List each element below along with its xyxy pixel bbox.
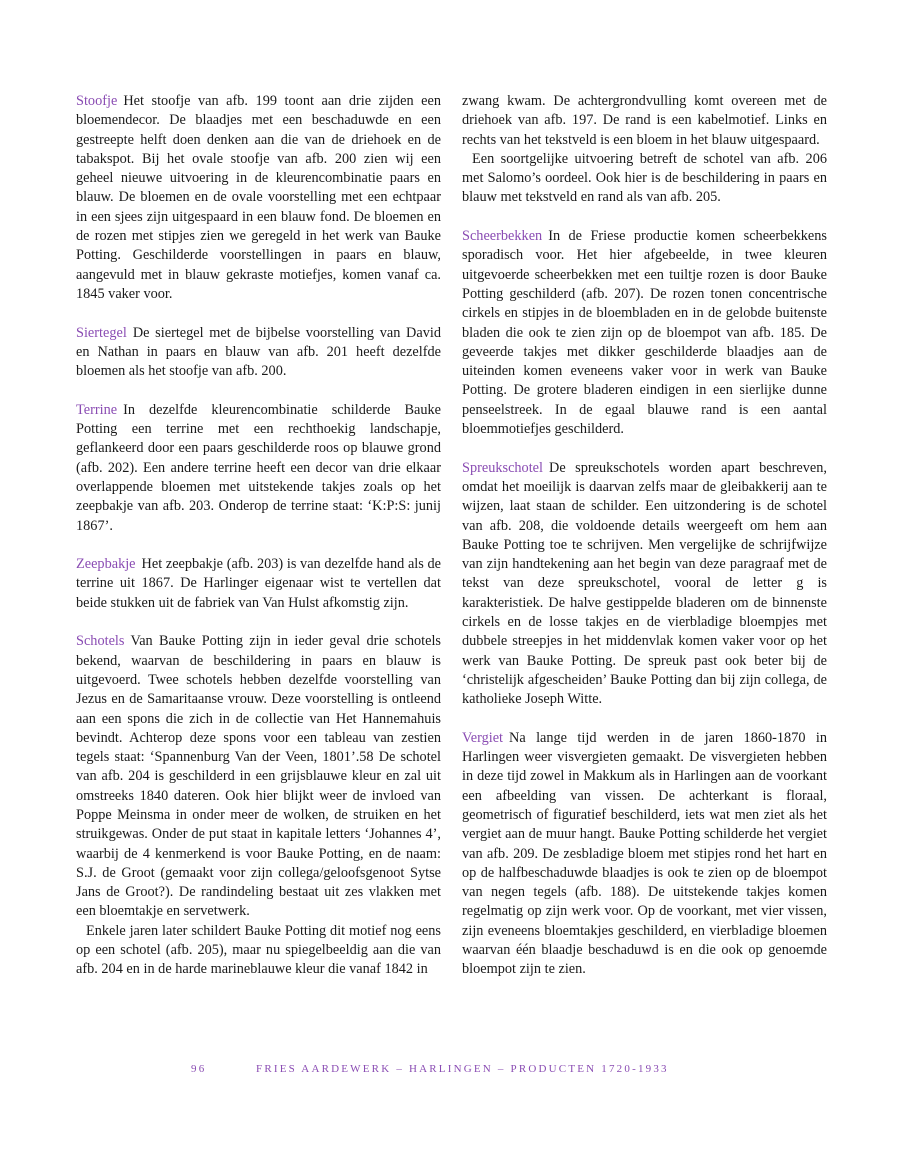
page-number: 96	[191, 1063, 207, 1075]
left-column	[76, 92, 441, 980]
section-heading-vergiet: Vergiet	[462, 729, 504, 746]
running-title: FRIES AARDEWERK – HARLINGEN – PRODUCTEN 1720-1933	[256, 1063, 669, 1075]
paragraph-spreukschotel	[462, 459, 827, 710]
paragraph-scheerbekken	[462, 227, 827, 439]
section-heading-scheerbekken: Scheerbekken	[462, 228, 543, 245]
paragraph-salomo	[462, 150, 827, 208]
paragraph-continuation	[462, 92, 827, 150]
section-heading-siertegel: Siertegel	[76, 324, 127, 341]
paragraph-text: Een soortgelijke uitvoering betreft de schotel van afb. 206 met Salomo’s oordeel. Ook hier is de beschildering in paars en blauw met tekstveld en rand als van afb. 205.	[462, 150, 827, 206]
paragraph-schotels-continued	[76, 922, 441, 980]
paragraph-schotels	[76, 632, 441, 921]
paragraph-text: In de Friese productie komen scheerbekkens sporadisch voor. Het hier afgebeelde, in twee kleuren uitgevoerde scheerbekken met een tuiltje rozen is door Bauke Potting geschilderd (afb. 207). De rozen tonen concentrische cirkels en stipjes in de bloembladen en in de gelobde buitenste bladen die ook te zien zijn op de bloempot van afb. 185. De geveerde takjes met dikker geschilderde blaadjes aan de uiteinden komen eveneens vaker voor in werk van Bauke Potting. De grotere bladeren eindigen in een sierlijke dunne penseelstreek. In de egaal blauwe rand is een aantal bloemmotiefjes geschilderd.	[462, 228, 827, 438]
paragraph-text: zwang kwam. De achtergrondvulling komt overeen met de driehoek van afb. 197. De rand is een kabelmotief. Links en rechts van het tekstveld is een bloem in het blauw uitgespaard.	[462, 93, 827, 148]
section-heading-zeepbakje: Zeepbakje	[76, 556, 136, 573]
paragraph-text: Het stoofje van afb. 199 toont aan drie zijden een bloemendecor. De blaadjes met een beschaduwde en een gestreepte helft doen denken aan die van de driehoek en de tabakspot. Bij het ovale stoofje van afb. 200 zien wij een geheel nieuwe uitvoering in de kleurencombinatie paars en blauw. De bloemen en de ovale voorstelling met een echtpaar in een sjees zijn uitgespaard in een blauw fond. De bloemen en de rozen met stipjes zien we geregeld in het werk van Bauke Potting. Geschilderde voorstellingen in paars en blauw, aangevuld met in blauw gekraste motiefjes, komen vanaf ca. 1845 vaker voor.	[76, 93, 441, 302]
paragraph-zeepbakje	[76, 555, 441, 613]
paragraph-text: De siertegel met de bijbelse voorstelling van David en Nathan in paars en blauw van afb. 201 heeft dezelfde bloemen als het stoofje van afb. 200.	[76, 324, 441, 380]
paragraph-siertegel	[76, 324, 441, 382]
section-heading-spreukschotel: Spreukschotel	[462, 459, 543, 476]
right-column	[462, 92, 827, 980]
paragraph-text: De spreukschotels worden apart beschreven, omdat het moeilijk is daarvan zelfs maar de gleibakkerij aan te wijzen, laat staan de schilder. Een uitzondering is de schotel van afb. 208, die voldoende details weergeeft om hem aan Bauke Potting toe te schrijven. Men vergelijke de schrijfwijze van zijn handtekening aan het begin van deze paragraaf met de tekst van deze spreukschotel, vooral de letter g is karakteristiek. De halve gestippelde bladeren om de binnenste cirkels en de losse takjes en de vierbladige bloempjes met dubbele streepjes in het middenvlak komen vaker voor op het werk van Bauke Potting. De spreuk past ook beter bij de ‘christelijk afgescheiden’ Bauke Potting dan bij zijn collega, de katholieke Joseph Witte.	[462, 459, 827, 708]
paragraph-text: Enkele jaren later schildert Bauke Potting dit motief nog eens op een schotel (afb. 205), maar nu spiegelbeeldig aan die van afb. 204 en in de harde marineblauwe kleur die vanaf 1842 in	[76, 922, 441, 978]
paragraph-vergiet	[462, 729, 827, 980]
paragraph-text: In dezelfde kleurencombinatie schilderde Bauke Potting een terrine met een rechthoekig landschapje, geflankeerd door een paars geschilderde roos op blauwe grond (afb. 202). Een andere terrine heeft een decor van drie elkaar overlappende bloemen met uitstekende takjes zoals op het zeepbakje van afb. 203. Onderop de terrine staat: ‘K:P:S: junij 1867’.	[76, 401, 441, 534]
paragraph-terrine	[76, 401, 441, 536]
section-heading-stoofje: Stoofje	[76, 93, 118, 109]
section-heading-terrine: Terrine	[76, 401, 118, 418]
paragraph-text: Van Bauke Potting zijn in ieder geval drie schotels bekend, waarvan de beschildering in paars en blauw is uitgevoerd. Twee schotels hebben dezelfde voorstelling van Jezus en de Samaritaanse vrouw. Deze voorstelling is ontleend aan een spons die zich in de collectie van Het Hannemahuis bevindt. Achterop deze spons voor een tableau van zestien tegels staat: ‘Spannenburg Van der Veen, 1801’.58 De schotel van afb. 204 is geschilderd in een grijsblauwe kleur en zal uit omstreeks 1840 dateren. Ook hier blijkt weer de invloed van Poppe Meinsma in onder meer de wolken, de struiken en het struikgewas. Onder de put staat in kapitale letters ‘Johannes 4’, waarbij de 4 kenmerkend is voor Bauke Potting, en de naam: S.J. de Groot (gemaakt voor zijn collega/geloofsgenoot Sytse Jans de Groot?). De randindeling bestaat uit zes vlakken met een bloemtakje en servetwerk.	[76, 633, 441, 920]
paragraph-stoofje	[76, 92, 441, 304]
section-heading-schotels: Schotels	[76, 633, 125, 650]
paragraph-text: Het zeepbakje (afb. 203) is van dezelfde hand als de terrine uit 1867. De Harlinger eigenaar wist te vertellen dat beide stukken uit de fabriek van Van Hulst afkomstig zijn.	[76, 556, 441, 611]
paragraph-text: Na lange tijd werden in de jaren 1860-1870 in Harlingen weer visvergieten gemaakt. De visvergieten hebben in deze tijd zowel in Makkum als in Harlingen aan de voorkant een afbeelding van vissen. De achterkant is floraal, geometrisch of figuratief beschilderd, iets wat men ziet als het vergiet aan de muur hangt. Bauke Potting schilderde het vergiet van afb. 209. De zesbladige bloem met stipjes rond het hart en op de halfbeschaduwde blaadjes is ook te zien op de bloempot van negen tegels (afb. 188). De uitstekende takjes komen regelmatig op zijn werk voor. Op de voorkant, met vier vissen, zijn eveneens bloemtakjes geschilderd, en vierbladige bloemen waarvan één blaadje beschaduwd is en die ook op genoemde bloempot zijn te zien.	[462, 729, 827, 978]
